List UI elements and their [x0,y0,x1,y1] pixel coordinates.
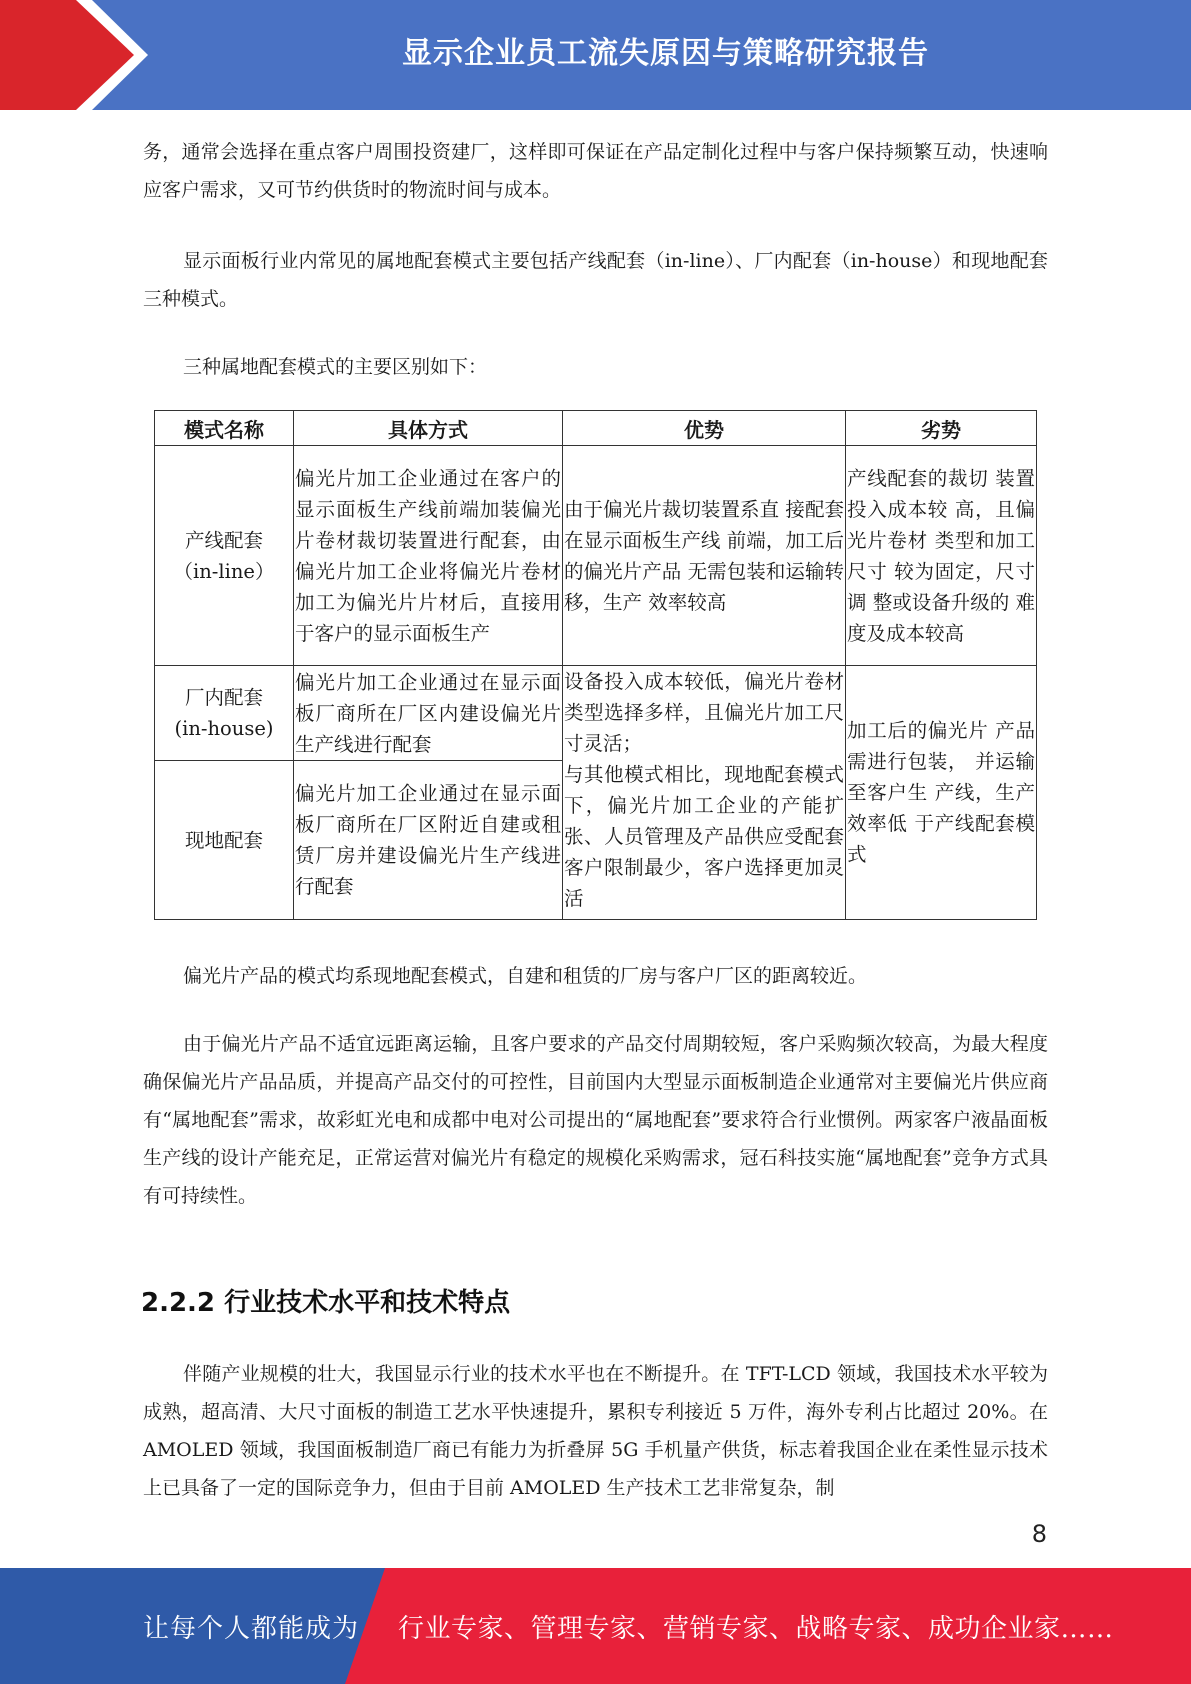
mode-name-english: (in-house) [174,717,274,740]
advantage-cell: 由于偏光片裁切装置系直 接配套在显示面板生产线 前端，加工后的偏光片产品 无需包装和运输转移，生产 效率较高 [563,446,846,666]
paragraph-continuation: 务，通常会选择在重点客户周围投资建厂，这样即可保证在产品定制化过程中与客户保持频繁互动，快速响应客户需求，又可节约供货时的物流时间与成本。 [143,141,1048,201]
mode-name-cell [155,666,294,761]
method-cell: 偏光片加工企业通过在显示面板厂商所在厂区附近自建或租赁厂房并建设偏光片生产线进行配套 [294,761,563,920]
mode-name-cell [155,446,294,666]
method-cell: 偏光片加工企业通过在显示面板厂商所在厂区内建设偏光片生产线进行配套 [294,666,563,761]
column-header-mode-name: 模式名称 [155,411,294,446]
mode-name-cell [155,761,294,920]
column-header-disadvantage: 劣势 [846,411,1037,446]
shared-advantage-cell [563,666,846,920]
paragraph-table-intro: 三种属地配套模式的主要区别如下： [183,356,488,378]
paragraph-localized-supply: 由于偏光片产品不适宜远距离运输，且客户要求的产品交付周期较短，客户采购频次较高，为最大程度确保偏光片产品品质，并提高产品交付的可控性，目前国内大型显示面板制造企业通常对主要偏光片供应商有“属地配套”需求，故彩虹光电和成都中电对公司提出的“属地配套”要求符合行业惯例。两家客户液晶面板生产线的设计产能充足，正常运营对偏光片有稳定的规模化采购需求，冠石科技实施“属地配套”竞争方式具有可持续性。 [143,1033,1048,1207]
advantage-text-1: 设备投入成本较低，偏光片卷材类型选择多样，且偏光片加工尺寸灵活； [564,670,844,755]
footer-slogan-left: 让每个人都能成为 [143,1614,360,1644]
paragraph-tech-level: 伴随产业规模的壮大，我国显示行业的技术水平也在不断提升。在 TFT-LCD 领域，我国技术水平较为成熟，超高清、大尺寸面板的制造工艺水平快速提升，累积专利接近 5 万件，海外专利占比超过 20%。在 AMOLED 领域，我国面板制造厂商已有能力为折叠屏 5G 手机量产供货，标志着我国企业在柔性显示技术上已具备了一定的国际竞争力，但由于目前 AMOLED 生产技术工艺非常复杂，制 [143,1363,1048,1499]
mode-name: 厂内配套 [184,686,263,709]
page-footer [0,1568,1191,1684]
table-row [155,666,1037,761]
disadvantage-cell: 产线配套的裁切 装置投入成本较 高，且偏光片卷材 类型和加工尺寸 较为固定，尺寸调 整或设备升级的 难度及成本较高 [846,446,1037,666]
advantage-text-2: 与其他模式相比，现地配套模式下，偏光片加工企业的产能扩张、人员管理及产品供应受配套客户限制最少，客户选择更加灵活 [564,763,844,910]
mode-name: 现地配套 [184,828,263,852]
paragraph-mode-intro: 显示面板行业内常见的属地配套模式主要包括产线配套（in-line）、厂内配套（in-house）和现地配套三种模式。 [143,250,1048,310]
column-header-advantage: 优势 [563,411,846,446]
page-header [0,0,1191,110]
header-red-chevron [0,0,150,110]
method-cell: 偏光片加工企业通过在客户的显示面板生产线前端加装偏光片卷材裁切装置进行配套，由偏光片加工企业将偏光片卷材加工为偏光片片材后，直接用于客户的显示面板生产 [294,446,563,666]
mode-name: 产线配套 [184,528,263,552]
mode-name-english: （in-line） [173,559,275,583]
table-row [155,446,1037,666]
footer-slogan-right: 行业专家、管理专家、营销专家、战略专家、成功企业家…… [398,1614,1114,1644]
table-header-row [155,411,1037,446]
page-number: 8 [1031,1520,1047,1548]
shared-disadvantage-cell: 加工后的偏光片 产品需进行包装， 并运输至客户生 产线，生产效率低 于产线配套模式 [846,666,1037,920]
report-title: 显示企业员工流失原因与策略研究报告 [402,36,929,71]
section-heading: 2.2.2 行业技术水平和技术特点 [141,1288,511,1318]
mode-comparison-table [154,410,1037,920]
column-header-method: 具体方式 [294,411,563,446]
paragraph-polarizer-mode: 偏光片产品的模式均系现地配套模式，自建和租赁的厂房与客户厂区的距离较近。 [183,965,868,987]
